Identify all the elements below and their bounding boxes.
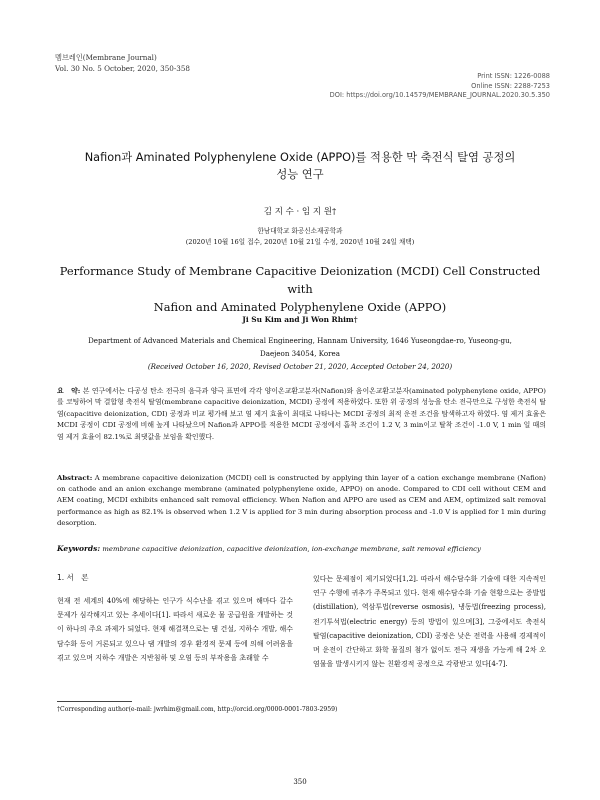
korean-abstract: [57, 386, 546, 443]
english-dates: (Received October 16, 2020, Revised October 21, 2020, Accepted October 24, 2020): [147, 362, 453, 371]
english-abstract: [57, 473, 546, 529]
english-affiliation: [70, 335, 530, 360]
page-number: 350: [293, 778, 307, 786]
korean-title: [40, 149, 560, 183]
korean-dates: (2020년 10월 16일 접수, 2020년 10월 21일 수정, 2020년 10월 24일 채택): [185, 238, 415, 246]
english-affiliation-line1: Department of Advanced Materials and Chemical Engineering, Hannam University, 1646 Yuseongdae-ro, Yuseong-gu,: [88, 336, 512, 345]
english-authors: Ji Su Kim and Ji Won Rhim†: [242, 315, 358, 324]
korean-affiliation-text: 한남대학교 화공신소재공학과: [257, 227, 343, 235]
issn-block: [330, 72, 550, 101]
korean-abstract-text: 본 연구에서는 다공성 탄소 전극의 음극과 양극 표면에 각각 양이온교환고분자(Nafion)와 음이온교환고분자(aminated polyphenylene oxide, APPO)를 코팅하여 막 결합형 축전식 탈염(membrane capacitive deionization, MCDI) 공정에 적용하였다. 또한 위 공정의 성능을 탄소 전극만으로 구성한 축전식 탈염(capacitive deionization, CDI) 공정과 비교 평가해 보고 염 제거 효율이 최대로 나타나는 MCDI 공정의 최적 운전 조건을 탐색하고자 하였다. 염 제거 효율은 MCDI 공정이 CDI 공정에 비해 높게 나타났으며 Nafion과 APPO를 적용한 MCDI 공정에서 흡착 조건이 1.2 V, 3 min이고 탈착 조건이 -1.0 V, 1 min 일 때의 염 제거 효율이 82.1%로 최댓값을 보임을 확인했다.: [57, 387, 546, 441]
korean-affiliation: [0, 226, 600, 248]
body-column-right: 있다는 문제점이 제기되었다[1,2]. 따라서 해수담수화 기술에 대한 지속적인 연구 수행에 귀추가 주목되고 있다. 현재 해수담수화 기술 현황으로는 증발법(distillation), 역삼투법(reverse osmosis), 냉동법(freezing process), 전기투석법(electric energy) 등의 방법이 있으며[3], 그중에서도 축전식 탈염(capacitive deionization, CDI) 공정은 낮은 전력을 사용해 경제적이며 운전이 간단하고 화학 물질의 첨가 없이도 전극 재생을 가능케 해 2차 오염물을 발생시키지 않는 친환경적 공정으로 각광받고 있다[4-7].: [313, 575, 546, 669]
korean-title-line1: Nafion과 Aminated Polyphenylene Oxide (APPO)를 적용한 막 축전식 탈염 공정의: [84, 151, 516, 164]
section-heading: 1. 서 론: [57, 573, 89, 582]
keywords: [57, 544, 557, 553]
keywords-label: Keywords:: [57, 544, 101, 553]
doi-link[interactable]: DOI: https://doi.org/10.14579/MEMBRANE_JOURNAL.2020.30.5.350: [329, 91, 550, 99]
keywords-text: membrane capacitive deionization, capacitive deionization, ion-exchange membrane, salt removal efficiency: [102, 545, 481, 553]
english-affiliation-line2: Daejeon 34054, Korea: [260, 348, 340, 358]
footnote: †Corresponding author(e-mail: jwrhim@gmail.com, http://orcid.org/0000-0001-7803-2959): [57, 706, 338, 713]
english-abstract-text: A membrane capacitive deionization (MCDI) cell is constructed by applying thin layer of a cation exchange membrane (Nafion) on cathode and an anion exchange membrane (aminated polyphenylene oxide, APPO) on anode. Compared to CDI cell without CEM and AEM coating, MCDI exhibits enhanced salt removal efficiency. When Nafion and APPO are used as CEM and AEM, optimized salt removal performance as high as 82.1% is observed when 1.2 V is applied for 3 min during absorption process and -1.0 V is applied for 1 min during desorption.: [57, 474, 546, 527]
volume-line: Vol. 30 No. 5 October, 2020, 350-358: [55, 64, 191, 73]
english-title-line1: Performance Study of Membrane Capacitive Deionization (MCDI) Cell Constructed with: [59, 264, 541, 296]
body-column-left: 현재 전 세계의 40%에 해당하는 인구가 식수난을 겪고 있으며 해마다 갈수 문제가 심각해지고 있는 추세이다[1]. 따라서 새로운 물 공급원을 개발하는 것이 하나의 주요 과제가 되었다. 현재 해결책으로는 댐 건설, 지하수 개발, 해수담수화 등이 거론되고 있으나 댐 개발의 경우 환경적 문제 등에 의해 어려움을 겪고 있으며 지하수 개발은 지반침하 및 오염 등의 부작용을 초래할 수: [57, 597, 293, 662]
journal-name: 멤브레인(Membrane Journal): [55, 53, 157, 62]
footnote-rule: [57, 701, 132, 702]
english-abstract-label: Abstract:: [57, 474, 93, 482]
print-issn: Print ISSN: 1226-0088: [477, 72, 550, 80]
english-title: [50, 262, 550, 316]
online-issn: Online ISSN: 2288-7253: [471, 81, 550, 90]
journal-header: [55, 52, 190, 74]
korean-abstract-label: 요 약:: [57, 387, 81, 395]
korean-authors: 김 지 수 · 임 지 원†: [263, 207, 337, 217]
korean-title-line2: 성능 연구: [276, 168, 324, 181]
english-title-line2: Nafion and Aminated Polyphenylene Oxide (APPO): [153, 300, 447, 314]
